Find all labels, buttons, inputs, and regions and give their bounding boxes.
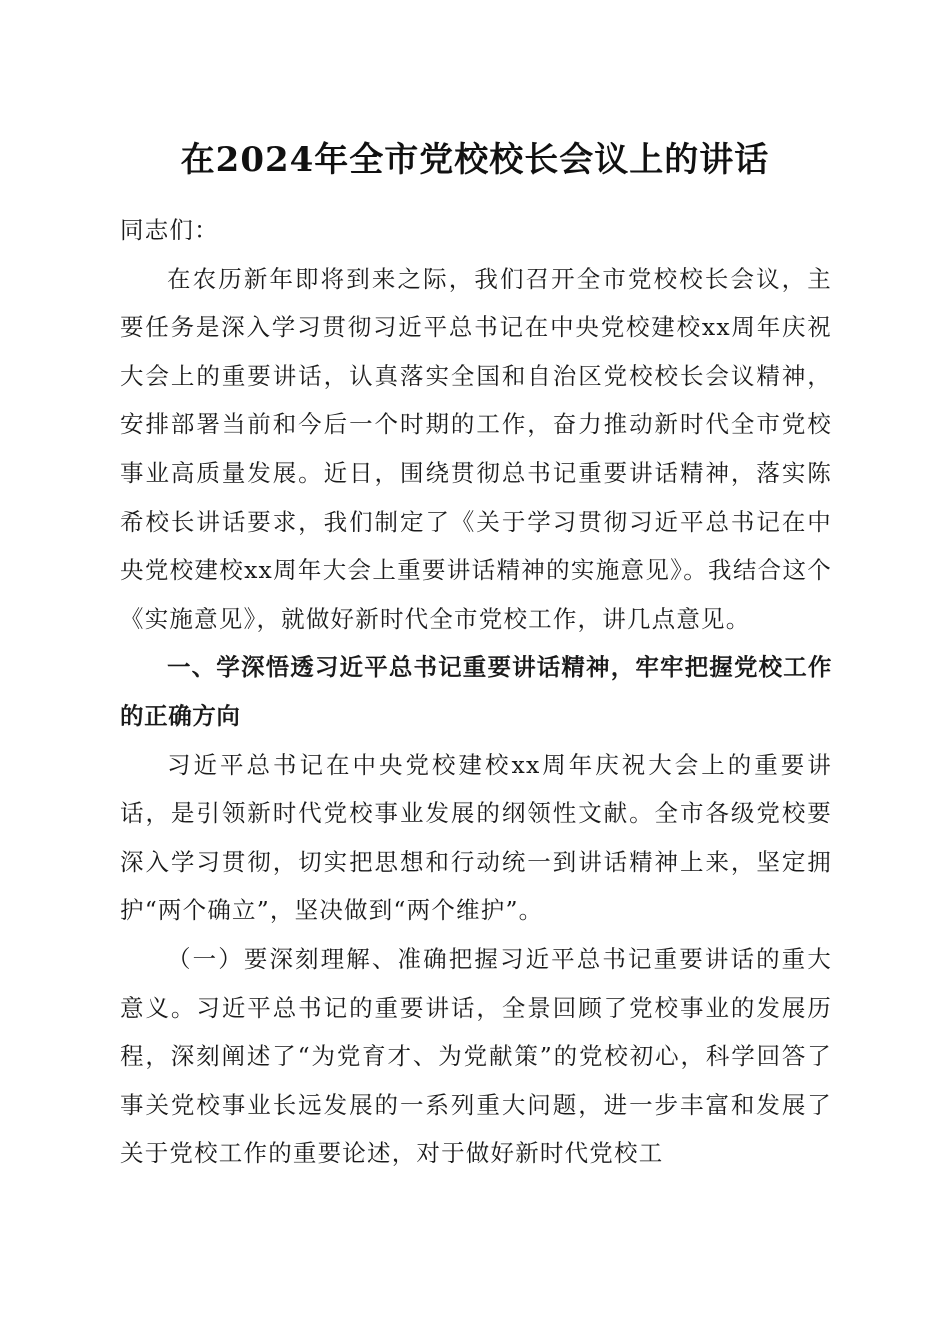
document-body [120, 206, 832, 1178]
subsection-1-paragraph: （一）要深刻理解、准确把握习近平总书记重要讲话的重大意义。习近平总书记的重要讲话，全景回顾了党校事业的发展历程，深刻阐述了“为党育才、为党献策”的党校初心，科学回答了事关党校事业长远发展的一系列重大问题，进一步丰富和发展了关于党校工作的重要论述，对于做好新时代党校工 [120, 944, 832, 1168]
intro-paragraph: 在农历新年即将到来之际，我们召开全市党校校长会议，主要任务是深入学习贯彻习近平总书记在中央党校建校xx周年庆祝大会上的重要讲话，认真落实全国和自治区党校校长会议精神，安排部署当前和今后一个时期的工作，奋力推动新时代全市党校事业高质量发展。近日，围绕贯彻总书记重要讲话精神，落实陈希校长讲话要求，我们制定了《关于学习贯彻习近平总书记在中央党校建校xx周年大会上重要讲话精神的实施意见》。我结合这个《实施意见》，就做好新时代全市党校工作，讲几点意见。 [120, 264, 832, 633]
document-title: 在2024年全市党校校长会议上的讲话 [180, 140, 770, 180]
salutation: 同志们： [120, 216, 219, 244]
section-heading-1: 一、学深悟透习近平总书记重要讲话精神，牢牢把握党校工作的正确方向 [120, 653, 832, 730]
section-1-paragraph: 习近平总书记在中央党校建校xx周年庆祝大会上的重要讲话，是引领新时代党校事业发展的纲领性文献。全市各级党校要深入学习贯彻，切实把思想和行动统一到讲话精神上来，坚定拥护“两个确立”，坚决做到“两个维护”。 [120, 750, 832, 925]
